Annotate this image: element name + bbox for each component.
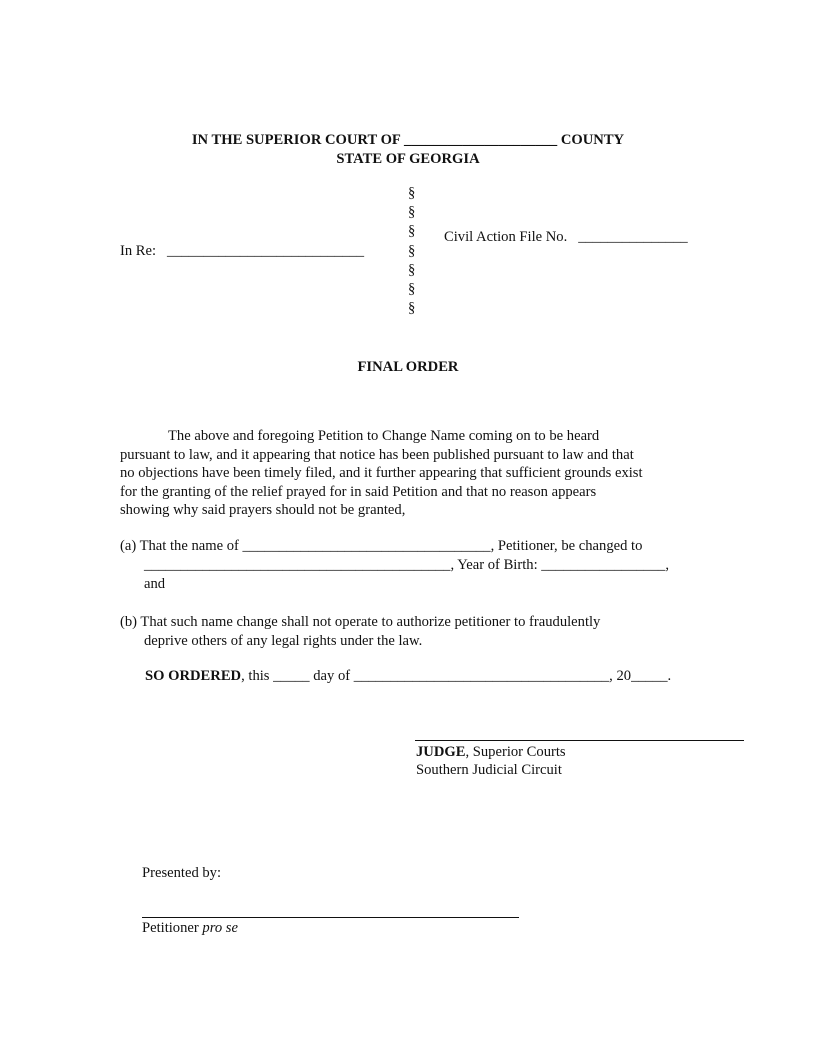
item-a-line1: (a) That the name of __________________________________, Petitioner, be changed to (120, 538, 643, 554)
county-blank: _____________________ (403, 132, 558, 148)
petitioner-signature-line (142, 917, 519, 918)
paragraph-line: The above and foregoing Petition to Change Name coming on to be heard (168, 428, 600, 444)
civil-action-line (444, 229, 688, 246)
in-re-label: In Re: (120, 243, 157, 259)
so-ordered-line (145, 668, 671, 685)
section-mark: § (408, 185, 416, 201)
section-mark: § (408, 242, 416, 259)
paragraph-line: no objections have been timely filed, and it further appearing that sufficient grounds exist (120, 465, 643, 482)
section-mark: § (408, 204, 416, 221)
item-a-line3: and (144, 576, 166, 592)
judicial-circuit: Southern Judicial Circuit (416, 762, 562, 778)
paragraph-line: showing why said prayers should not be granted, (120, 502, 406, 519)
section-mark: § (408, 223, 416, 240)
judge-court: , Superior Courts (465, 744, 566, 760)
court-header-line2: STATE OF GEORGIA (336, 151, 480, 167)
judge-label: JUDGE (416, 744, 466, 760)
civil-action-label: Civil Action File No. (444, 229, 568, 245)
item-b-line1: (b) That such name change shall not operate to authorize petitioner to fraudulently (120, 614, 601, 630)
section-mark: § (408, 300, 416, 317)
pro-se-label: pro se (202, 920, 238, 936)
so-ordered-rest: , this _____ day of ___________________________________, 20_____. (241, 668, 672, 684)
so-ordered-label: SO ORDERED (145, 668, 242, 684)
judge-title-line (416, 744, 566, 761)
presented-by-label: Presented by: (142, 865, 222, 881)
document-title: FINAL ORDER (357, 359, 459, 375)
judge-signature-line (415, 740, 744, 741)
petitioner-line (142, 920, 238, 937)
section-marks-column (408, 184, 415, 318)
civil-action-blank: _______________ (578, 229, 688, 245)
order-paragraph (120, 427, 700, 520)
section-mark: § (408, 281, 416, 298)
section-mark: § (408, 261, 416, 278)
in-re-line (120, 243, 364, 260)
item-b-line2: deprive others of any legal rights under the law. (144, 633, 423, 649)
paragraph-line: for the granting of the relief prayed for in said Petition and that no reason appears (120, 483, 597, 500)
court-header-prefix: IN THE SUPERIOR COURT OF (191, 132, 401, 148)
court-header-line1 (0, 132, 816, 149)
petitioner-label: Petitioner (142, 920, 199, 936)
court-header-suffix: COUNTY (560, 132, 625, 148)
paragraph-line: pursuant to law, and it appearing that notice has been published pursuant to law and that (120, 446, 634, 463)
item-a-line2: __________________________________________, Year of Birth: _________________, (144, 557, 669, 573)
in-re-blank: ___________________________ (167, 243, 365, 259)
